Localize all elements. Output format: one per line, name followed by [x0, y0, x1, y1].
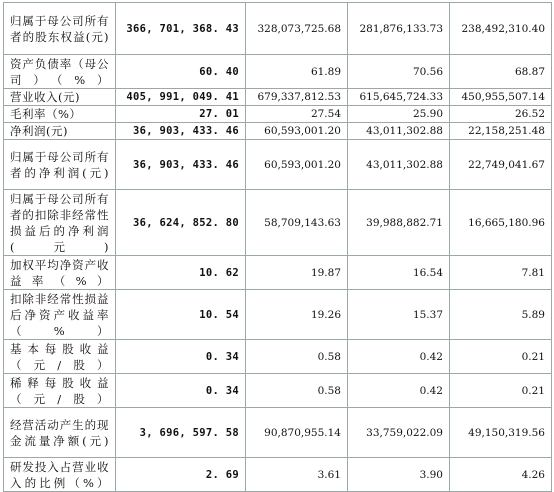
row-label: 毛利率（%） [4, 106, 116, 123]
year-2-value: 33,759,022.09 [348, 408, 450, 458]
year-3-value: 49,150,319.56 [450, 408, 552, 458]
table-row [4, 256, 552, 290]
table-row [4, 106, 552, 123]
year-1-value: 328,073,725.68 [246, 3, 348, 55]
current-period-value: 36, 903, 433. 46 [116, 140, 246, 190]
table-row [4, 408, 552, 458]
table-row [4, 55, 552, 89]
year-2-value: 15.37 [348, 290, 450, 340]
current-period-value: 2. 69 [116, 458, 246, 492]
row-label: 研发投入占营业收入的比例（%） [4, 458, 116, 492]
row-label: 净利润(元) [4, 123, 116, 140]
year-2-value: 615,645,724.33 [348, 89, 450, 106]
year-1-value: 19.87 [246, 256, 348, 290]
current-period-value: 10. 54 [116, 290, 246, 340]
year-1-value: 61.89 [246, 55, 348, 89]
row-label: 资产负债率（母公司）（%） [4, 55, 116, 89]
year-3-value: 68.87 [450, 55, 552, 89]
year-1-value: 3.61 [246, 458, 348, 492]
financial-table-container [3, 2, 551, 490]
row-label: 归属于母公司所有者的股东权益(元) [4, 3, 116, 55]
year-1-value: 0.58 [246, 340, 348, 374]
year-3-value: 26.52 [450, 106, 552, 123]
table-row [4, 340, 552, 374]
year-2-value: 281,876,133.73 [348, 3, 450, 55]
row-label: 经营活动产生的现金流量净额(元) [4, 408, 116, 458]
year-2-value: 43,011,302.88 [348, 140, 450, 190]
year-2-value: 0.42 [348, 340, 450, 374]
table-row [4, 123, 552, 140]
table-row [4, 190, 552, 256]
table-row [4, 140, 552, 190]
year-3-value: 16,665,180.96 [450, 190, 552, 256]
year-1-value: 60,593,001.20 [246, 123, 348, 140]
year-3-value: 4.26 [450, 458, 552, 492]
year-2-value: 43,011,302.88 [348, 123, 450, 140]
current-period-value: 0. 34 [116, 374, 246, 408]
year-3-value: 22,749,041.67 [450, 140, 552, 190]
current-period-value: 36, 624, 852. 80 [116, 190, 246, 256]
table-row [4, 458, 552, 492]
current-period-value: 10. 62 [116, 256, 246, 290]
year-2-value: 70.56 [348, 55, 450, 89]
year-1-value: 27.54 [246, 106, 348, 123]
table-row [4, 290, 552, 340]
row-label: 基本每股收益（元/股） [4, 340, 116, 374]
row-label: 营业收入(元) [4, 89, 116, 106]
row-label: 加权平均净资产收益率（%） [4, 256, 116, 290]
row-label: 扣除非经常性损益后净资产收益率（%） [4, 290, 116, 340]
current-period-value: 0. 34 [116, 340, 246, 374]
current-period-value: 405, 991, 049. 41 [116, 89, 246, 106]
table-row [4, 374, 552, 408]
year-1-value: 60,593,001.20 [246, 140, 348, 190]
year-3-value: 238,492,310.40 [450, 3, 552, 55]
year-1-value: 679,337,812.53 [246, 89, 348, 106]
year-1-value: 19.26 [246, 290, 348, 340]
financial-indicators-table [3, 2, 552, 492]
current-period-value: 60. 40 [116, 55, 246, 89]
table-row [4, 3, 552, 55]
table-row [4, 89, 552, 106]
year-3-value: 0.21 [450, 374, 552, 408]
year-1-value: 58,709,143.63 [246, 190, 348, 256]
year-1-value: 0.58 [246, 374, 348, 408]
year-3-value: 450,955,507.14 [450, 89, 552, 106]
row-label: 稀释每股收益（元/股） [4, 374, 116, 408]
year-3-value: 5.89 [450, 290, 552, 340]
year-2-value: 39,988,882.71 [348, 190, 450, 256]
row-label: 归属于母公司所有者的净利润(元) [4, 140, 116, 190]
year-2-value: 25.90 [348, 106, 450, 123]
current-period-value: 27. 01 [116, 106, 246, 123]
current-period-value: 366, 701, 368. 43 [116, 3, 246, 55]
year-3-value: 22,158,251.48 [450, 123, 552, 140]
year-2-value: 16.54 [348, 256, 450, 290]
year-1-value: 90,870,955.14 [246, 408, 348, 458]
year-3-value: 7.81 [450, 256, 552, 290]
year-2-value: 0.42 [348, 374, 450, 408]
year-2-value: 3.90 [348, 458, 450, 492]
row-label: 归属于母公司所有者的扣除非经常性损益后的净利润(元) [4, 190, 116, 256]
current-period-value: 36, 903, 433. 46 [116, 123, 246, 140]
year-3-value: 0.21 [450, 340, 552, 374]
current-period-value: 3, 696, 597. 58 [116, 408, 246, 458]
